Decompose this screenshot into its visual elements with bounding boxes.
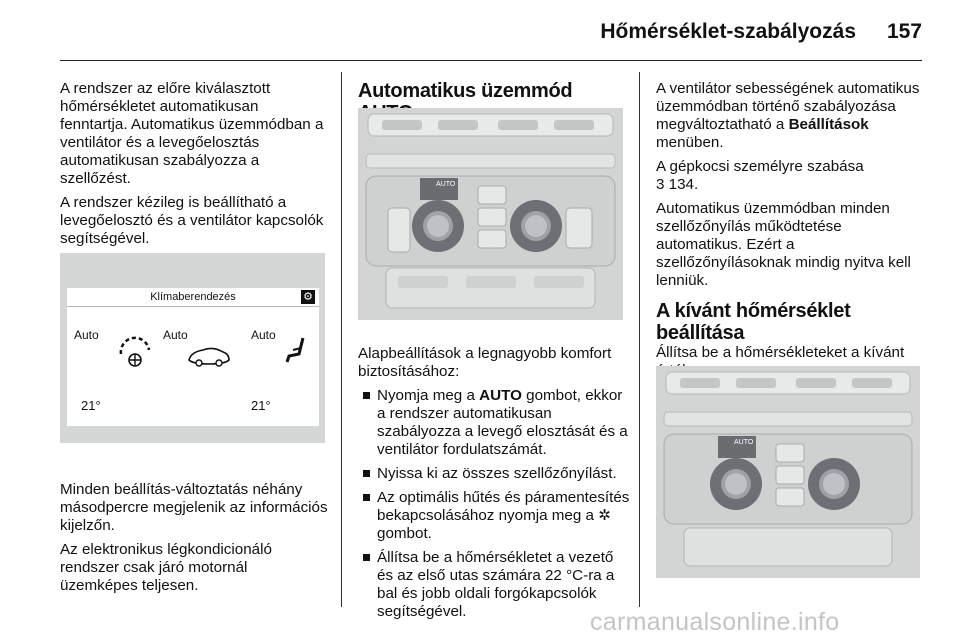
car-air-distribution-icon [185,340,233,370]
list-item: Nyomja meg a AUTO gombot, ekkor a rendszer automatikusan szabályozza a levegő elosztását és a ventilátor fordulatszámát. [358,387,630,459]
display-title-bar [67,288,319,307]
climate-control-panel-illustration [358,108,623,320]
page-reference: 3 134. [656,176,699,193]
section-heading: A kívánt hőmérséklet beállítása [656,300,851,344]
display-auto-distribution: Auto [163,328,188,342]
settings-gear-icon: ⚙ [301,290,315,304]
page-title: Hőmérséklet-szabályozás [600,20,856,43]
column-1-lower [60,481,328,601]
info-display-screen [67,288,319,426]
paragraph: Automatikus üzemmódban minden szellőzőnyílás működtetése automatikus. Ezért a szellőzőnyílásoknak mindig nyitva kell lenniük. [656,200,911,289]
temperature-right: 21° [251,398,271,413]
header-rule [60,60,922,61]
auto-button-label: AUTO [436,181,456,188]
watermark: carmanualsonline.info [590,608,840,636]
bullet-square-icon [363,470,370,477]
display-title: Klímaberendezés [150,291,236,303]
paragraph: A gépkocsi személyre szabása 3 134. [656,158,864,193]
page-number: 157 [886,20,922,43]
list-item: Nyissa ki az összes szellőzőnyílást. [358,465,630,483]
bullet-square-icon [363,494,370,501]
column-divider-2 [639,72,640,607]
paragraph: Az elektronikus légkondicionáló rendszer csak járó motornál üzemképes teljesen. [60,541,272,594]
fan-icon [115,336,155,372]
section-heading: Automatikus üzemmód [358,80,573,102]
list-item: Állítsa be a hőmérsékletet a vezető és az első utas számára 22 °C-ra a bal és jobb oldali forgókapcsolók segítségével. [358,549,630,621]
column-3 [656,80,926,386]
column-divider-1 [341,72,342,607]
paragraph: A rendszer az előre kiválasztott hőmérsékletet automatikusan fenntartja. Automatikus üzemmódban a ventilátor és a levegőelosztás automatikusan szabályozza a szellőzést. [60,80,324,187]
temperature-control-illustration [656,366,920,578]
paragraph: Minden beállítás-változtatás néhány másodpercre megjelenik az információs kijelzőn. [60,481,328,534]
display-auto-seat: Auto [251,328,276,342]
temperature-knob-photo [656,366,920,578]
info-display-illustration [60,253,325,443]
paragraph: A ventilátor sebességének automatikus üzemmódban történő szabályozása megváltoztatható a Beállítások menüben. [656,80,920,151]
column-2-text [358,345,630,627]
temperature-left: 21° [81,398,101,413]
list-item: Az optimális hűtés és páramentesítés bekapcsolásához nyomja meg a ✲ gombot. [358,489,630,543]
auto-button-label: AUTO [734,439,754,446]
seat-heating-icon [285,336,311,366]
paragraph: Állítsa be a hőmérsékleteket a kívánt [656,344,905,361]
column-1 [60,80,328,254]
paragraph: A rendszer kézileg is beállítható a levegőelosztó és a ventilátor kapcsolók segítségével. [60,194,324,247]
ac-snowflake-icon: ✲ [598,507,611,524]
bullet-square-icon [363,392,370,399]
bullet-square-icon [363,554,370,561]
climate-panel-photo [358,108,623,320]
paragraph: Alapbeállítások a legnagyobb komfort biztosításához: [358,345,612,380]
display-auto-fan: Auto [74,328,99,342]
